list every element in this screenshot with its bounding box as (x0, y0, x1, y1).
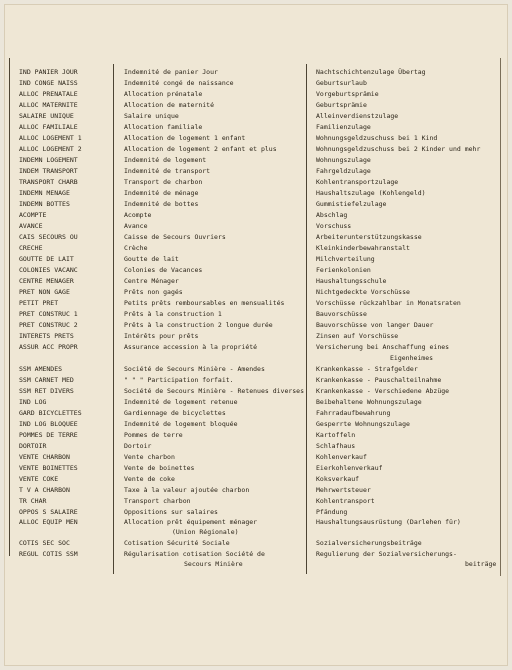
french-label: Allocation de logement 2 enfant et plus (124, 145, 277, 153)
french-label: Allocation prénatale (124, 90, 203, 98)
deduction-code: ACOMPTE (19, 211, 47, 219)
deduction-code: COTIS SEC SOC (19, 539, 70, 547)
german-label: Gummistiefelzulage (316, 200, 387, 208)
deduction-code: OPPOS S SALAIRE (19, 508, 78, 516)
german-label: Koksverkauf (316, 475, 360, 483)
german-label: Kohlenverkauf (316, 453, 367, 461)
table-row (0, 199, 512, 210)
deduction-code: SSM AMENDES (19, 365, 63, 373)
deduction-code: COLONIES VACANC (19, 266, 78, 274)
deduction-code: PRET CONSTRUC 2 (19, 321, 78, 329)
german-label: Nachtschichtenzulage Übertag (316, 68, 426, 76)
table-row (0, 210, 512, 221)
french-label: Intérêts pour prêts (124, 332, 199, 340)
french-label: Indemnité de panier Jour (124, 68, 218, 76)
table-row (0, 364, 512, 375)
deduction-code: ALLOC MATERNITE (19, 101, 78, 109)
deduction-code: CRECHE (19, 244, 43, 252)
german-label: Fahrgeldzulage (316, 167, 371, 175)
german-label: Eierkohlenverkauf (316, 464, 383, 472)
german-label: Krankenkasse - Strafgelder (316, 365, 418, 373)
german-label: Beibehaltene Wohnungszulage (316, 398, 422, 406)
deduction-code: ALLOC PRENATALE (19, 90, 78, 98)
french-label: " " " Participation forfait. (124, 376, 234, 384)
table-row (0, 67, 512, 78)
french-label: Colonies de Vacances (124, 266, 203, 274)
french-label: Société de Secours Minière - Retenues diverses (124, 387, 304, 395)
french-label: Indemnité de bottes (124, 200, 199, 208)
deduction-code: PRET CONSTRUC 1 (19, 310, 78, 318)
french-label: Centre Ménager (124, 277, 179, 285)
german-label: Kartoffeln (316, 431, 356, 439)
french-label: Indemnité de ménage (124, 189, 199, 197)
deduction-code: VENTE CHARBON (19, 453, 70, 461)
deduction-code: GOUTTE DE LAIT (19, 255, 74, 263)
table-row (0, 221, 512, 232)
german-label: Zinsen auf Vorschüsse (316, 332, 399, 340)
table-row (0, 177, 512, 188)
french-label: Pommes de terre (124, 431, 183, 439)
french-label: Allocation familiale (124, 123, 203, 131)
german-label: Pfändung (316, 508, 348, 516)
french-label: Vente de boinettes (124, 464, 195, 472)
deduction-code: ALLOC FAMILIALE (19, 123, 78, 131)
deduction-code: INDEMN MENAGE (19, 189, 70, 197)
table-row (0, 89, 512, 100)
german-label: Bauvorschüsse von langer Dauer (316, 321, 434, 329)
german-label: Fahrradaufbewahrung (316, 409, 391, 417)
german-label: Mehrwertsteuer (316, 486, 371, 494)
french-label: Goutte de lait (124, 255, 179, 263)
german-label: Milchverteilung (316, 255, 375, 263)
table-row (0, 232, 512, 243)
french-label: Allocation de maternité (124, 101, 215, 109)
table-row (0, 100, 512, 111)
table-row (0, 452, 512, 463)
continuation-text: Eigenheimes (390, 354, 434, 362)
french-label: Allocation prêt équipement ménager (124, 518, 258, 526)
deduction-code: PETIT PRET (19, 299, 59, 307)
french-label: Assurance accession à la propriété (124, 343, 258, 351)
deduction-code: IND LOG (19, 398, 47, 406)
german-label: Vorschüsse rückzahlbar in Monatsraten (316, 299, 461, 307)
deduction-code: INDEMN LOGEMENT (19, 156, 78, 164)
french-label: Vente charbon (124, 453, 175, 461)
table-row (0, 309, 512, 320)
table-row (0, 133, 512, 144)
table-row (0, 166, 512, 177)
french-label: Salaire unique (124, 112, 179, 120)
deduction-code: IND CONGE NAISS (19, 79, 78, 87)
german-label: Familienzulage (316, 123, 371, 131)
german-label: Geburtsurlaub (316, 79, 367, 87)
table-row (0, 538, 512, 549)
german-label: Gesperrte Wohnungszulage (316, 420, 410, 428)
french-label: Gardiennage de bicyclettes (124, 409, 226, 417)
table-row (0, 496, 512, 507)
deduction-code: GARD BICYCLETTES (19, 409, 82, 417)
german-label: Arbeiterunterstützungskasse (316, 233, 422, 241)
deduction-code: TRANSPORT CHARB (19, 178, 78, 186)
table-row (0, 375, 512, 386)
table-row (0, 463, 512, 474)
french-label: Indemnité congé de naissance (124, 79, 234, 87)
table-row (0, 419, 512, 430)
deduction-code: DORTOIR (19, 442, 47, 450)
table-row (0, 517, 512, 528)
table-row (0, 441, 512, 452)
german-label: Versicherung bei Anschaffung eines (316, 343, 450, 351)
french-label: Régularisation cotisation Société de (124, 550, 265, 558)
deduction-code: CENTRE MENAGER (19, 277, 74, 285)
table-row (0, 265, 512, 276)
table-row (0, 320, 512, 331)
french-label: Oppositions sur salaires (124, 508, 218, 516)
deduction-code: POMMES DE TERRE (19, 431, 78, 439)
french-label: Taxe à la valeur ajoutée charbon (124, 486, 250, 494)
table-row (0, 549, 512, 560)
deduction-code: AVANCE (19, 222, 43, 230)
table-row (0, 111, 512, 122)
french-label: Vente de coke (124, 475, 175, 483)
french-label: Transport charbon (124, 497, 191, 505)
table-row (0, 298, 512, 309)
german-label: Haushaltungsschule (316, 277, 387, 285)
deduction-code: ALLOC LOGEMENT 1 (19, 134, 82, 142)
french-label: Indemnité de logement retenue (124, 398, 238, 406)
german-label: Vorgeburtsprämie (316, 90, 379, 98)
german-label: Kleinkinderbewahranstalt (316, 244, 410, 252)
french-label: Indemnité de logement (124, 156, 207, 164)
german-label: Kohlentransportzulage (316, 178, 399, 186)
deduction-code: PRET NON GAGE (19, 288, 70, 296)
deduction-code: IND LOG BLOQUEE (19, 420, 78, 428)
deduction-code: INTERETS PRETS (19, 332, 74, 340)
continuation-text: beiträge (465, 560, 497, 568)
french-label: Crèche (124, 244, 148, 252)
deduction-code: REGUL COTIS SSM (19, 550, 78, 558)
german-label: Vorschuss (316, 222, 352, 230)
table-row (0, 155, 512, 166)
table-row (0, 485, 512, 496)
table-row (0, 430, 512, 441)
deduction-code: SSM CARNET MED (19, 376, 74, 384)
table-row (0, 144, 512, 155)
german-label: Wohnungsgeldzuschuss bei 1 Kind (316, 134, 438, 142)
french-label: Allocation de logement 1 enfant (124, 134, 246, 142)
table-row (0, 386, 512, 397)
french-label: Société de Secours Minière - Amendes (124, 365, 265, 373)
deduction-code: ALLOC LOGEMENT 2 (19, 145, 82, 153)
table-row (0, 342, 512, 353)
german-label: Haushaltungsausrüstung (Darlehen für) (316, 518, 461, 526)
deduction-code: SALAIRE UNIQUE (19, 112, 74, 120)
deduction-code: ASSUR ACC PROPR (19, 343, 78, 351)
german-label: Alleinverdienstzulage (316, 112, 399, 120)
french-label: Acompte (124, 211, 152, 219)
deduction-code: INDEM TRANSPORT (19, 167, 78, 175)
table-row (0, 474, 512, 485)
french-label: Prêts non gagés (124, 288, 183, 296)
french-label: Indemnité de transport (124, 167, 211, 175)
deduction-code: VENTE BOINETTES (19, 464, 78, 472)
continuation-text: (Union Régionale) (172, 528, 239, 536)
french-label: Prêts à la construction 2 longue durée (124, 321, 273, 329)
deduction-code: ALLOC EQUIP MEN (19, 518, 78, 526)
deduction-code: IND PANIER JOUR (19, 68, 78, 76)
german-label: Haushaltszulage (Kohlengeld) (316, 189, 426, 197)
table-row (0, 122, 512, 133)
table-row (0, 78, 512, 89)
table-row (0, 408, 512, 419)
german-label: Geburtsprämie (316, 101, 367, 109)
german-label: Wohnungszulage (316, 156, 371, 164)
german-label: Kohlentransport (316, 497, 375, 505)
german-label: Abschlag (316, 211, 348, 219)
german-label: Bauvorschüsse (316, 310, 367, 318)
deduction-code: VENTE COKE (19, 475, 59, 483)
table-row (0, 254, 512, 265)
french-label: Indemnité de logement bloquée (124, 420, 238, 428)
german-label: Ferienkolonien (316, 266, 371, 274)
deduction-code: TR CHAR (19, 497, 47, 505)
french-label: Caisse de Secours Ouvriers (124, 233, 226, 241)
table-row (0, 287, 512, 298)
german-label: Krankenkasse - Pauschalteilnahme (316, 376, 442, 384)
german-label: Krankenkasse - Verschiedene Abzüge (316, 387, 450, 395)
table-row (0, 243, 512, 254)
deduction-code: SSM RET DIVERS (19, 387, 74, 395)
table-row (0, 397, 512, 408)
table-row (0, 276, 512, 287)
french-label: Petits prêts remboursables en mensualités (124, 299, 285, 307)
continuation-text: Secours Minière (184, 560, 243, 568)
german-label: Schlafhaus (316, 442, 356, 450)
german-label: Regulierung der Sozialversicherungs- (316, 550, 457, 558)
french-label: Avance (124, 222, 148, 230)
german-label: Sozialversicherungsbeiträge (316, 539, 422, 547)
french-label: Prêts à la construction 1 (124, 310, 222, 318)
french-label: Dortoir (124, 442, 152, 450)
deduction-code: CAIS SECOURS OU (19, 233, 78, 241)
table-row (0, 188, 512, 199)
french-label: Cotisation Sécurité Sociale (124, 539, 230, 547)
german-label: Wohnungsgeldzuschuss bei 2 Kinder und mehr (316, 145, 481, 153)
french-label: Transport de charbon (124, 178, 203, 186)
deduction-code: T V A CHARBON (19, 486, 70, 494)
german-label: Nichtgedeckte Vorschüsse (316, 288, 410, 296)
table-row (0, 331, 512, 342)
deduction-code: INDEMN BOTTES (19, 200, 70, 208)
